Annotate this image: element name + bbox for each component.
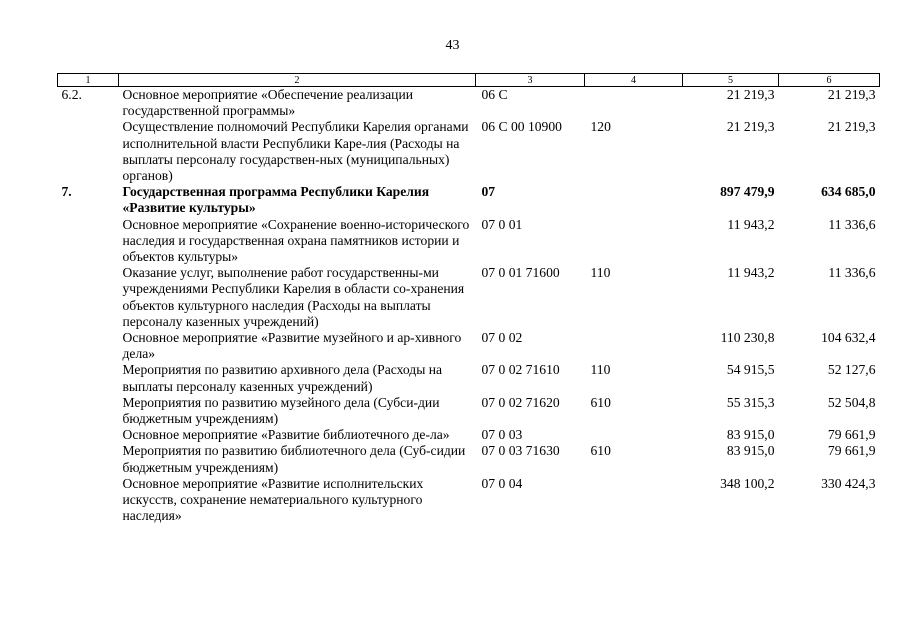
row-name: Государственная программа Республики Карелия «Развитие культуры»	[122, 184, 430, 216]
budget-code: 06 С	[481, 87, 508, 102]
amount-year-2: 21 219,3	[827, 119, 876, 135]
page-number: 43	[445, 38, 460, 53]
amount-year-2: 79 661,9	[827, 443, 876, 459]
amount-year-1: 110 230,8	[720, 330, 775, 346]
amount-year-1: 83 915,0	[726, 443, 775, 459]
amount-year-1: 83 915,0	[726, 427, 775, 443]
budget-code: 07 0 03 71630	[481, 443, 560, 459]
budget-code: 07 0 04	[481, 475, 523, 491]
row-number	[58, 265, 119, 330]
expense-type-code	[585, 330, 683, 362]
amount-year-1: 11 943,2	[727, 265, 775, 281]
amount-year-2: 11 336,6	[828, 265, 876, 281]
amount-year-1: 21 219,3	[726, 119, 775, 135]
expense-type-code: 110	[590, 362, 611, 378]
row-number	[58, 217, 119, 266]
expense-type-code: 610	[590, 394, 611, 410]
table-row	[58, 427, 880, 443]
table-body	[58, 87, 880, 525]
amount-year-1: 54 915,5	[726, 362, 775, 378]
amount-year-2: 21 219,3	[827, 87, 876, 102]
table-row	[58, 119, 880, 184]
table-row	[58, 184, 880, 216]
amount-year-1: 11 943,2	[727, 216, 775, 232]
column-header: 3	[476, 74, 585, 87]
amount-year-1: 21 219,3	[726, 87, 775, 102]
amount-year-2: 11 336,6	[828, 216, 876, 232]
amount-year-2: 330 424,3	[821, 475, 876, 491]
row-name: Основное мероприятие «Сохранение военно-исторического наследия и государственная охрана памятников истории и объектов культуры»	[122, 216, 470, 265]
expense-type-code: 110	[590, 265, 611, 281]
expense-type-code	[585, 87, 683, 120]
expense-type-code	[585, 476, 683, 525]
expense-type-code: 610	[590, 443, 611, 459]
column-header: 4	[585, 74, 683, 87]
column-header: 6	[779, 74, 880, 87]
amount-year-2: 79 661,9	[827, 427, 876, 443]
column-number-header-row	[58, 74, 880, 87]
expense-type-code	[585, 184, 683, 216]
amount-year-1: 348 100,2	[720, 475, 775, 491]
budget-code: 07 0 01	[481, 216, 523, 232]
budget-code: 07 0 02 71610	[481, 362, 560, 378]
row-number	[58, 443, 119, 475]
row-name: Мероприятия по развитию архивного дела (Расходы на выплаты персоналу казенных учреждений)	[122, 362, 443, 394]
row-number	[58, 119, 119, 184]
expense-type-code: 120	[590, 119, 611, 135]
amount-year-2: 634 685,0	[821, 184, 876, 200]
column-header: 1	[58, 74, 119, 87]
table-row	[58, 87, 880, 120]
column-header: 5	[683, 74, 779, 87]
amount-year-1: 897 479,9	[720, 184, 775, 200]
budget-table	[57, 73, 880, 524]
row-name: Основное мероприятие «Развитие музейного и ар-хивного дела»	[122, 330, 462, 362]
column-header: 2	[119, 74, 476, 87]
budget-code: 07 0 02	[481, 330, 523, 346]
row-name: Мероприятия по развитию музейного дела (Субси-дии бюджетным учреждениям)	[122, 394, 440, 427]
amount-year-1: 55 315,3	[726, 394, 775, 410]
table-row	[58, 395, 880, 427]
expense-type-code	[585, 427, 683, 443]
table-row	[58, 476, 880, 525]
budget-code: 07	[481, 184, 496, 200]
row-name: Основное мероприятие «Развитие библиотечного де-ла»	[122, 427, 450, 443]
row-number	[58, 395, 119, 427]
amount-year-2: 52 504,8	[827, 394, 876, 410]
row-number	[58, 362, 119, 394]
row-name: Оказание услуг, выполнение работ государственны-ми учреждениями Республики Карелия в области со-хранения объектов культурного наследия (Расходы на выплаты персоналу казенных учреждений)	[122, 265, 465, 329]
row-name: Основное мероприятие «Развитие исполнительских искусств, сохранение нематериального культурного наследия»	[122, 475, 424, 524]
budget-code: 06 С 00 10900	[481, 119, 562, 135]
row-name: Осуществление полномочий Республики Карелия органами исполнительной власти Республики Каре-лия (Расходы на выплаты персоналу государствен-ных (муниципальных) органов)	[122, 119, 469, 184]
budget-code: 07 0 02 71620	[481, 394, 560, 410]
row-name: Мероприятия по развитию библиотечного дела (Суб-сидии бюджетным учреждениям)	[122, 443, 466, 475]
budget-code: 07 0 01 71600	[481, 265, 560, 281]
row-name: Основное мероприятие «Обеспечение реализации государственной программы»	[122, 87, 414, 119]
table-row	[58, 217, 880, 266]
row-number: 7.	[61, 184, 72, 200]
table-row	[58, 330, 880, 362]
budget-code: 07 0 03	[481, 427, 523, 443]
amount-year-2: 52 127,6	[827, 362, 876, 378]
expense-type-code	[585, 217, 683, 266]
row-number	[58, 330, 119, 362]
row-number	[58, 476, 119, 525]
amount-year-2: 104 632,4	[821, 330, 876, 346]
table-row	[58, 443, 880, 475]
row-number	[58, 427, 119, 443]
table-row	[58, 265, 880, 330]
row-number: 6.2.	[61, 87, 82, 102]
table-row	[58, 362, 880, 394]
